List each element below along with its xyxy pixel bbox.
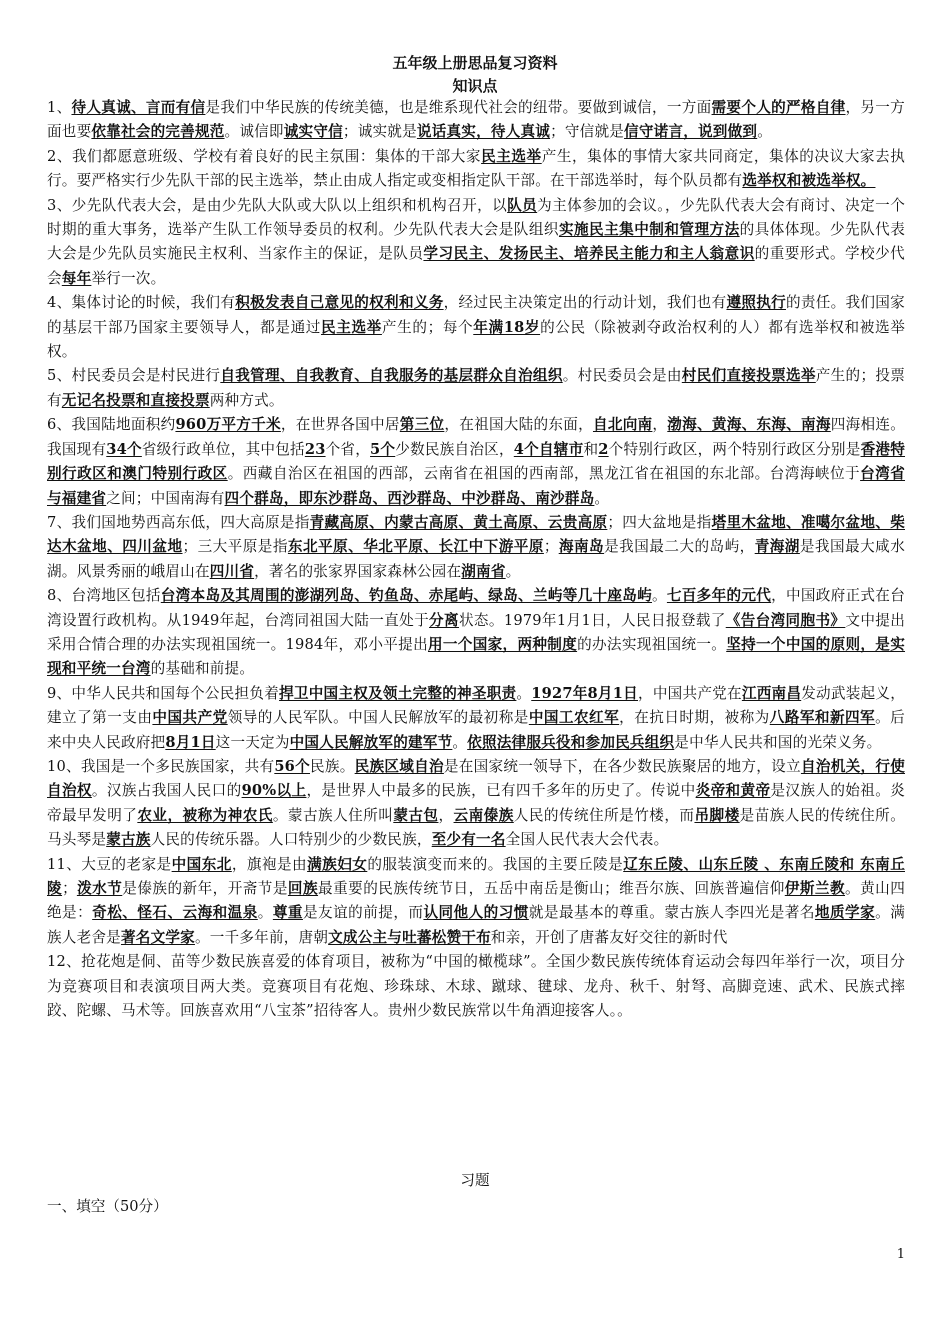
- key-phrase: 积极发表自己意见的权利和义务: [235, 294, 444, 312]
- text-run: 2、我们都愿意班级、学校有着良好的民主氛围：集体的干部大家: [47, 147, 482, 165]
- text-run: 状态。1979年1月1日，人民日报登载了: [458, 611, 726, 629]
- text-run: 。: [257, 904, 273, 922]
- text-run: 是我们中华民族的传统美德，也是维系现代社会的纽带。要做到诚信，一方面: [205, 99, 712, 116]
- knowledge-paragraph: [47, 584, 905, 682]
- text-run: 。: [516, 684, 532, 702]
- knowledge-paragraph: [47, 96, 905, 145]
- text-run: 发动武装起义，建立了第一支由: [47, 684, 906, 727]
- text-run: 就是最基本的尊重。蒙古族人李四光是著名: [528, 904, 815, 922]
- text-run: 11、大豆的老家是: [47, 855, 172, 873]
- text-run: 文中提出采用合情合理的办法实现祖国统一。1984年，邓小平提出: [47, 611, 906, 653]
- text-run: 7、我们国地势西高东低，四大高原是指: [47, 513, 310, 531]
- key-phrase: 满族妇女: [307, 855, 368, 873]
- text-run: 的重要形式。学校少代会: [47, 245, 905, 287]
- knowledge-paragraph: [47, 194, 905, 292]
- text-run: 。黄山四绝是：: [47, 880, 905, 922]
- key-phrase: 地质学家: [814, 904, 876, 922]
- key-phrase: 需要个人的严格自律: [711, 99, 846, 116]
- key-phrase: 5个: [370, 440, 396, 458]
- key-phrase: 用一个国家，两种制度: [427, 635, 578, 653]
- text-run: ；: [62, 880, 77, 897]
- text-run: 。: [757, 123, 772, 141]
- key-phrase: 实施民主集中制和管理方法: [558, 221, 740, 239]
- key-phrase: 湖南省: [461, 562, 506, 580]
- text-run: 3、少先队代表大会，是由少先队大队或大队以上组织和机构召开，以: [47, 196, 508, 214]
- text-run: 12、抢花炮是侗、苗等少数民族喜爱的体育项目，被称为“中国的橄榄球”。全国少数民族传统体育运动会每四年举行一次，项目分为竞赛项目和表演项目两大类。竞赛项目有花炮、珍珠球、木球、蹴球、毽球、龙舟、秋千、射弩、高脚竞速、武术、民族式摔跤、陀螺、马术等。回族喜欢用“八宝茶”招待客人。贵州少数民族常以牛角酒迎接客人。。: [47, 953, 905, 1020]
- text-run: 。: [452, 733, 468, 751]
- key-phrase: 台湾本岛及其周围的澎湖列岛、钓鱼岛、赤尾屿、绿岛、兰屿等几十座岛屿: [160, 587, 653, 605]
- key-phrase: 说话真实，待人真诚: [416, 123, 551, 141]
- text-run: 的具体体现。少先队代表大会是少先队员实施民主权利、当家作主的保证，是队员: [47, 221, 905, 263]
- text-run: ，在祖国大陆的东面，: [444, 416, 593, 434]
- key-phrase: 捍卫中国主权及领土完整的神圣职责: [279, 684, 517, 702]
- key-phrase: 分离: [429, 611, 459, 629]
- text-run: ，中国共产党在: [638, 684, 742, 702]
- text-run: 4、集体讨论的时候，我们有: [47, 294, 236, 312]
- key-phrase: 90%以上: [241, 782, 307, 800]
- text-run: 1、: [47, 99, 72, 116]
- text-run: 产生，集体的事情大家共同商定，集体的决议大家去执行。要严格实行少先队干部的民主选举，禁止由成人指定或变相指定队干部。在干部选举时，每个队员都有: [47, 147, 905, 190]
- text-run: 6、我国陆地面积约: [47, 416, 176, 434]
- knowledge-paragraph: [47, 291, 905, 364]
- text-run: 两种方式。: [209, 391, 284, 409]
- knowledge-paragraphs: [47, 96, 905, 1023]
- knowledge-paragraph: [47, 853, 905, 951]
- text-run: 。一千多年前，唐朝: [194, 928, 329, 946]
- knowledge-paragraph: [47, 364, 905, 413]
- text-run: 8、台湾地区包括: [47, 587, 161, 605]
- text-run: ，著名的张家界国家森林公园在: [254, 562, 462, 580]
- text-run: ，在世界各国中居: [280, 416, 400, 434]
- text-run: 人民的传统乐器。人口特别少的少数民族，: [150, 831, 432, 849]
- key-phrase: 自治机关，行使自治权: [47, 757, 905, 800]
- key-phrase: 蒙古包: [393, 806, 439, 824]
- text-run: ，是世界人中最多的民族，已有四千多年的历史了。传说中: [306, 782, 696, 800]
- text-run: 。满族人老舍是: [47, 904, 906, 946]
- key-phrase: 2: [598, 440, 609, 458]
- text-run: 。: [594, 489, 610, 507]
- text-run: ，经过民主决策定出的行动计划，我们也有: [443, 294, 727, 312]
- exercises-title: 习题: [460, 1172, 490, 1189]
- key-phrase: 每年: [61, 269, 92, 287]
- key-phrase: 海南岛: [558, 538, 605, 556]
- key-phrase: 尊重: [272, 904, 303, 922]
- text-run: ；守信就是: [550, 123, 625, 141]
- text-run: 是中华人民共和国的光荣义务。: [674, 733, 882, 751]
- text-run: 产生的；投票有: [47, 367, 906, 409]
- key-phrase: 第三位: [399, 416, 445, 434]
- text-run: ，中国政府正式在台湾设置行政机构。从1949年起，台湾同祖国大陆一直处于: [47, 587, 905, 629]
- key-phrase: 待人真诚、言而有信: [71, 99, 206, 116]
- text-run: 。后来中央人民政府把: [47, 709, 905, 751]
- key-phrase: 四个群岛，即东沙群岛、西沙群岛、中沙群岛、南沙群岛: [224, 489, 595, 507]
- key-phrase: 无记名投票和直接投票: [61, 391, 210, 409]
- key-phrase: 遵照执行: [726, 294, 786, 312]
- key-phrase: 青藏高原、内蒙古高原、黄土高原、云贵高原: [309, 513, 608, 531]
- text-run: ，: [652, 416, 668, 434]
- knowledge-paragraph: [47, 755, 905, 853]
- key-phrase: 青海湖: [754, 538, 800, 556]
- key-phrase: 队员: [507, 196, 538, 214]
- text-run: 的基础和前提。: [150, 660, 255, 678]
- key-phrase: 台湾省与福建省: [47, 465, 906, 507]
- page-number: 1: [896, 1247, 905, 1262]
- text-run: 人民的传统住所是竹楼，而: [513, 806, 695, 824]
- key-phrase: 诚实守信: [283, 123, 343, 141]
- key-phrase: 炎帝和黄帝: [695, 782, 771, 800]
- key-phrase: 依靠社会的完善规范: [91, 123, 225, 141]
- text-run: 9、中华人民共和国每个公民担负着: [47, 684, 280, 702]
- text-run: 领导的人民军队。中国人民解放军的最初称是: [227, 709, 529, 727]
- key-phrase: 蒙古族: [106, 831, 151, 849]
- key-phrase: 东北平原、华北平原、长江中下游平原: [287, 538, 544, 556]
- text-run: 是汉族人的始祖。炎帝最早发明了: [47, 782, 905, 824]
- text-run: 10、我国是一个多民族国家，共有: [47, 757, 275, 775]
- key-phrase: 56个: [274, 757, 310, 775]
- text-run: 。汉族占我国人民口的: [91, 782, 242, 800]
- text-run: 是苗族人民的传统住所。马头琴是: [47, 806, 905, 849]
- key-phrase: 农业，被称为神农氏: [137, 806, 273, 824]
- document-title: 五年级上册思品复习资料: [392, 54, 558, 72]
- key-phrase: 辽东丘陵、山东丘陵 、东南丘陵和 东南丘陵: [47, 855, 905, 897]
- knowledge-paragraph: [47, 145, 905, 194]
- key-phrase: 1927年8月1日: [531, 684, 639, 702]
- key-phrase: 八路军和新四军: [769, 709, 876, 727]
- key-phrase: 塔里木盆地、准噶尔盆地、柴达木盆地、四川盆地: [47, 513, 905, 556]
- key-phrase: 认同他人的习惯: [423, 904, 529, 922]
- key-phrase: 民族区域自治: [354, 757, 444, 775]
- key-phrase: 中国共产党: [152, 709, 228, 727]
- text-run: ；四大盆地是指: [607, 513, 712, 531]
- text-run: 。西藏自治区在祖国的西部，云南省在祖国的西南部，黑龙江省在祖国的东北部。台湾海峡位于: [227, 465, 861, 483]
- key-phrase: 民主选举: [481, 147, 542, 165]
- key-phrase: 江西南昌: [741, 684, 802, 702]
- key-phrase: 四川省: [209, 562, 255, 580]
- text-run: ，另一方面也要: [47, 99, 905, 141]
- text-run: 。: [505, 562, 521, 580]
- key-phrase: 选举权和被选举权。: [742, 172, 876, 190]
- text-run: 和: [583, 440, 599, 458]
- key-phrase: 奇松、怪石、云海和温泉: [92, 904, 258, 922]
- text-run: 产生的；每个: [381, 318, 474, 336]
- key-phrase: 吊脚楼: [694, 806, 740, 824]
- key-phrase: 4个自辖市: [513, 440, 584, 458]
- key-phrase: 至少有一名: [431, 831, 506, 849]
- knowledge-paragraph: [47, 682, 905, 755]
- text-run: 少数民族自治区，: [395, 440, 514, 458]
- text-run: 。蒙古族人住所叫: [272, 806, 394, 824]
- text-run: 这一天定为: [215, 733, 290, 751]
- key-phrase: 中国人民解放军的建军节: [289, 733, 453, 751]
- key-phrase: 自我管理、自我教育、自我服务的基层群众自治组织: [220, 367, 563, 385]
- key-phrase: 泼水节: [76, 880, 123, 897]
- text-run: 的责任。我们国家的基层干部乃国家主要领导人，都是通过: [47, 294, 905, 336]
- key-phrase: 960万平方千米: [175, 416, 281, 434]
- key-phrase: 渤海、黄海、东海、南海: [667, 416, 831, 434]
- fill-blank-heading: 一、填空（50分）: [47, 1198, 168, 1215]
- text-run: 是我国最二大的岛屿，: [604, 538, 755, 556]
- text-run: ；: [543, 538, 559, 556]
- key-phrase: 依照法律服兵役和参加民兵组织: [467, 733, 675, 751]
- text-run: 的服装演变而来的。我国的主要丘陵是: [367, 855, 624, 873]
- key-phrase: 香港特别行政区和澳门特别行政区: [47, 440, 906, 483]
- key-phrase: 《告台湾同胞书》: [725, 611, 846, 629]
- key-phrase: 自北向南: [592, 416, 653, 434]
- text-run: 是我国最大咸水湖。风景秀丽的峨眉山在: [47, 538, 905, 580]
- key-phrase: 34个: [106, 440, 142, 458]
- text-run: 之间；中国南海有: [106, 489, 225, 507]
- section-title-knowledge: 知识点: [452, 77, 498, 95]
- text-run: ；诚实就是: [342, 123, 417, 141]
- key-phrase: 村民们直接投票选举: [681, 367, 816, 385]
- text-run: 和亲，开创了唐蕃友好交往的新时代: [490, 928, 728, 946]
- key-phrase: 伊斯兰教: [784, 880, 846, 897]
- key-phrase: 23: [304, 440, 326, 458]
- key-phrase: 著名文学家: [120, 928, 195, 946]
- text-run: 民族。: [310, 757, 355, 775]
- knowledge-paragraph: [47, 511, 905, 584]
- key-phrase: 七百多年的元代: [666, 587, 772, 605]
- knowledge-paragraph: [47, 413, 905, 511]
- text-run: 。诚信即: [224, 123, 284, 141]
- text-run: 全国人民代表大会代表。: [505, 831, 669, 849]
- text-run: 5、村民委员会是村民进行: [47, 367, 221, 385]
- knowledge-paragraph: [47, 950, 905, 1023]
- text-run: 个特别行政区，两个特别行政区分别是: [608, 440, 861, 458]
- key-phrase: 年满18岁: [473, 318, 541, 336]
- key-phrase: 文成公主与吐蕃松赞干布: [328, 928, 491, 946]
- text-run: ；三大平原是指: [182, 538, 288, 556]
- key-phrase: 学习民主、发扬民主、培养民主能力和主人翁意识: [423, 245, 755, 263]
- key-phrase: 中国东北: [171, 855, 232, 873]
- text-run: 省级行政单位，其中包括: [141, 440, 305, 458]
- key-phrase: 坚持一个中国的原则，是实现和平统一台湾: [47, 635, 906, 678]
- key-phrase: 回族: [287, 880, 319, 897]
- text-run: 是傣族的新年，开斋节是: [122, 880, 288, 897]
- text-run: ，旗袍是由: [231, 855, 308, 873]
- text-run: 四海相连。我国现有: [47, 416, 905, 458]
- text-run: ，在抗日时期，被称为: [619, 709, 770, 727]
- key-phrase: 8月1日: [165, 733, 216, 751]
- text-run: 最重要的民族传统节日，五岳中南岳是衡山；维吾尔族、回族普遍信仰: [318, 880, 785, 897]
- text-run: 的办法实现祖国统一。: [577, 635, 727, 653]
- key-phrase: 民主选举: [321, 318, 382, 336]
- key-phrase: 中国工农红军: [528, 709, 620, 727]
- key-phrase: 云南傣族: [453, 806, 514, 824]
- text-run: 是友谊的前提，而: [302, 904, 424, 922]
- text-run: ，: [438, 806, 454, 824]
- text-run: 举行一次。: [91, 269, 166, 287]
- text-run: 是在国家统一领导下，在各少数民族聚居的地方，设立: [443, 757, 801, 775]
- key-phrase: 信守诺言，说到做到: [624, 123, 758, 141]
- text-run: 个省，: [325, 440, 371, 458]
- text-run: 为主体参加的会议。，少先队代表大会有商讨、决定一个时期的重大事务，选举产生队工作领导委员的权利。少先队代表大会是队组织: [47, 196, 905, 239]
- text-run: 的公民（除被剥夺政治权利的人）都有选举权和被选举权。: [47, 318, 905, 361]
- text-run: 。: [652, 587, 667, 605]
- text-run: 。村民委员会是由: [562, 367, 682, 385]
